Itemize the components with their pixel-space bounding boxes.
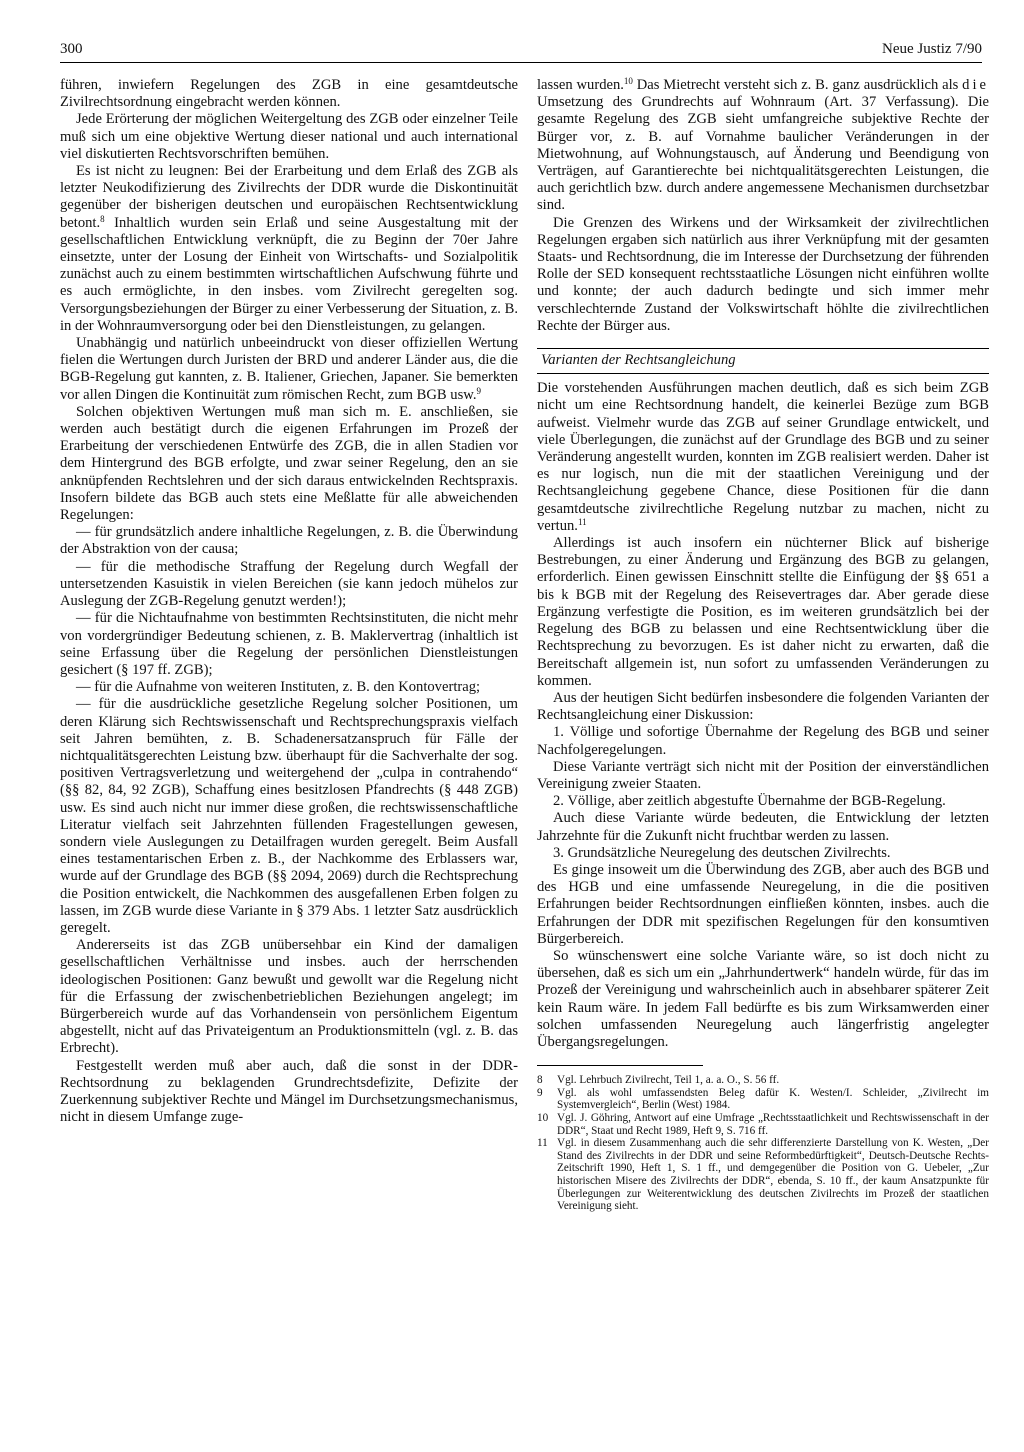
footnote-text: Vgl. als wohl umfassendsten Beleg dafür K. Westen/I. Schleider, „Zivilrecht im Systemvergleich“, Berlin (West) 1984. — [557, 1086, 989, 1112]
footnote-ref[interactable]: 9 — [476, 385, 482, 396]
paragraph: Auch diese Variante würde bedeuten, die Entwicklung der letzten Jahrzehnte für die Zukunft nicht fruchtbar werden zu lassen. — [537, 810, 989, 844]
footnote-text: Vgl. Lehrbuch Zivilrecht, Teil 1, a. a. O., S. 56 ff. — [557, 1074, 780, 1087]
paragraph: Diese Variante verträgt sich nicht mit der Position der einverständlichen Vereinigung zweier Staaten. — [537, 758, 989, 792]
list-item: — für grundsätzlich andere inhaltliche Regelungen, z. B. die Überwindung der Abstraktion von der causa; — [60, 524, 518, 558]
spaced-emphasis: die — [962, 77, 990, 93]
paragraph: Andererseits ist das ZGB unübersehbar ein Kind der damaligen gesellschaftlichen Verhältnisse und insbes. auch der herrschenden ideologischen Positionen: Ganz bewußt und gewollt war die Regelung nicht für die Erfassung der zwischenbetrieblichen Beziehungen angelegt; im Bürgerbereich wurde auf das Vorhandensein von persönlichem Eigentum abgestellt, nicht auf das Privateigentum an Produktionsmitteln (vgl. z. B. das Erbrecht). — [60, 937, 518, 1057]
paragraph: Allerdings ist auch insofern ein nüchterner Blick auf bisherige Bestrebungen, zu einer Änderung und Ergänzung des BGB zu gelangen, erforderlich. Einen gewissen Einschnitt stellte die Einfügung der §§ 651 a bis k BGB mit der Regelung des Reisevertrages dar. Aber gerade diese Ergänzung verfestigte die Position, es im weiteren grundsätzlich bei der Regelung des BGB zu belassen und eine Rechtsentwicklung über die Rechtsprechung zu bevorzugen. Es ist daher nicht zu erwarten, daß die Bereitschaft allgemein ist, nun sofort zu umfassenden Veränderungen zu kommen. — [537, 535, 989, 689]
header-rule — [60, 62, 982, 63]
list-item: — für die Aufnahme von weiteren Instituten, z. B. den Kontovertrag; — [76, 679, 481, 696]
paragraph: Es ist nicht zu leugnen: Bei der Erarbeitung und dem Erlaß des ZGB als letzter Neukodifizierung des Zivilrechts der DDR wurde die Diskontinuität gegenüber der bisherigen deutschen und europäischen Rechtsentwicklung betont.$^8$ Inhaltlich wurden sein Erlaß und seine Ausgestaltung mit der gesellschaftlichen Entwicklung verknüpft, die zu Beginn der 70er Jahre einsetzte, unter der Losung der Einheit von Wirtschafts- und Sozialpolitik zunächst auch zu einem bestimmten wirtschaftlichen Aufschwung führte und es auch ermöglichte, in den insbes. vom Zivilrecht geregelten sog. Versorgungsbeziehungen der Bürger zu einer Verbesserung der Situation, z. B. in der Wohnraumversorgung oder bei den Dienstleistungen, zu gelangen. — [60, 163, 518, 334]
paragraph: Solchen objektiven Wertungen muß man sich m. E. anschließen, sie werden auch bestätigt durch die eigenen Erfahrungen im Prozeß der Erarbeitung der verschiedenen Entwürfe des ZGB, die in allen Stadien vor dem Hintergrund des BGB erfolgte, und zwar seiner Regelung, den an sie anknüpfenden Rechtslehren und der sich daraus entwickelnden Rechtspraxis. Insofern bildete das BGB auch stets eine Meßlatte für alle abweichenden Regelungen: — [60, 403, 518, 524]
paragraph: Es ginge insoweit um die Überwindung des ZGB, aber auch des BGB und des HGB und eine umfassende Neuregelung, in die die positiven Erfahrungen beider Rechtsordnungen einfließen könnten, insbes. auch die Erfahrungen der DDR mit spezifischen Regelungen für den konsumtiven Bürgerbereich. — [537, 861, 989, 947]
footnote-number: 8 — [537, 1074, 543, 1087]
footnote-number: 9 — [537, 1086, 543, 1099]
paragraph: Unabhängig und natürlich unbeeindruckt von dieser offiziellen Wertung fielen die Wertungen durch Juristen der BRD und anderer Länder aus, die die BGB-Regelung gut kannten, z. B. Italiener, Griechen, Japaner. Sie bemerkten vor allen Dingen die Kontinuität zum römischen Recht, zum BGB usw.$^9$ — [60, 335, 518, 403]
footnotes — [537, 1074, 989, 1213]
footnote-text: Vgl. in diesem Zusammenhang auch die sehr differenzierte Darstellung von K. Westen, „Der Stand des Zivilrechts in der DDR und seine Reformbedürftigkeit“, Deutsch-Deutsche Rechts-Zeitschrift 1990, Heft 1, S. 1 ff., und demgegenüber die Position von G. Uebeler, „Zur historischen Misere des Zivilrechts der DDR“, ebenda, S. 10 ff., der kaum Ansatzpunkte für Überlegungen zur Weiterentwicklung des deutschen Zivilrechts im Prozeß der staatlichen Vereinigung sieht. — [557, 1137, 989, 1213]
paragraph: So wünschenswert eine solche Variante wäre, so ist doch nicht zu übersehen, daß es sich um ein „Jahrhundertwerk“ handeln würde, für das im Prozeß der Vereinigung und wahrscheinlich auch in absehbarer späterer Zeit kein Raum wäre. In jedem Fall bedürfte es bis zum Wirksamwerden einer solchen umfassenden Neuregelung auch längerfristig angelegter Übergangsregelungen. — [537, 947, 989, 1050]
footnote-ref[interactable]: 8 — [100, 213, 105, 224]
paragraph: Aus der heutigen Sicht bedürfen insbesondere die folgenden Varianten der Rechtsangleichung einer Diskussion: — [537, 689, 989, 724]
paragraph: Die Grenzen des Wirkens und der Wirksamkeit der zivilrechtlichen Regelungen ergaben sich natürlich aus ihrer Verknüpfung mit der gesamten Staats- und Rechtsordnung, die im Interesse der Durchsetzung der führenden Rolle der SED konsequent rechtsstaatliche Lösungen nicht einführen wollte und konnte; der auch dadurch bedingte und sich immer mehr verschlechternde Zustand der Volkswirtschaft höhlte die zivilrechtlichen Rechte der Bürger aus. — [537, 214, 989, 334]
footnote-rule — [537, 1065, 703, 1066]
footnote-ref[interactable]: 10 — [623, 76, 633, 86]
paragraph: Die vorstehenden Ausführungen machen deutlich, daß es sich beim ZGB nicht um eine Rechtsordnung handelt, die keinerlei Bezüge zum BGB aufweist. Vielmehr wurde das ZGB auf seiner Grundlage entwickelt, und viele Überlegungen, die zunächst auf der Grundlage des BGB und zu seiner Veränderung angestellt wurden, konnten im ZGB realisiert werden. Daher ist es nur logisch, nun die mit der staatlichen Vereinigung und der Rechtsangleichung gegebene Chance, diese Positionen für die dann gesamtdeutsche zivilrechtliche Regelung nutzbar zu machen, nicht zu vertun.$^{11}$ — [537, 380, 989, 534]
paragraph: Jede Erörterung der möglichen Weitergeltung des ZGB oder einzelner Teile muß sich um eine objektive Wertung dieser national und auch international viel diskutierten Rechtsvorschriften bemühen. — [60, 111, 518, 162]
list-item: — für die Nichtaufnahme von bestimmten Rechtsinstituten, die nicht mehr von vordergründiger Bedeutung schienen, z. B. Maklervertrag (inhaltlich ist seine Erfassung über die Regelung der persönlichen Dienstleistungen gesichert (§ 197 ff. ZGB); — [60, 610, 518, 678]
paragraph: führen, inwiefern Regelungen des ZGB in eine gesamtdeutsche Zivilrechtsordnung eingebracht werden können. — [60, 77, 518, 111]
section-rule — [537, 373, 989, 374]
left-column — [60, 77, 518, 1126]
variant-item: 2. Völlige, aber zeitlich abgestufte Übernahme der BGB-Regelung. — [553, 793, 946, 810]
paragraph: Festgestellt werden muß aber auch, daß die sonst in der DDR-Rechtsordnung zu beklagenden Grundrechtsdefizite, Defizite der Zuerkennung subjektiver Rechte und Mängel im Durchsetzungsmechanismus, nicht in diesem Umfange zuge- — [60, 1057, 518, 1126]
page-number: 300 — [60, 41, 83, 57]
footnote-number: 11 — [537, 1137, 548, 1150]
list-item: — für die ausdrückliche gesetzliche Regelung solcher Positionen, um deren Klärung sich Rechtswissenschaft und Rechtsprechungspraxis vielfach seit Jahren bemühten, z. B. Schadenersatzanspruch für Fälle der nichtqualitätsgerechten Leistung bzw. überhaupt für die Sachverhalte der sog. positiven Vertragsverletzung und weitergehend der „culpa in contrahendo“ (§§ 82, 84, 92 ZGB), Schaffung eines besitzlosen Pfandrechts (§ 448 ZGB) usw. Es sind auch nicht nur immer diese großen, die rechtswissenschaftliche Literatur vielfach seit Jahrzehnten füllenden Fragestellungen gewesen, sondern viele Auslegungen zu Detailfragen wurden geregelt. Beim Ausfall eines testamentarischen Erben z. B., der Nachkomme des Erblassers war, wurde auf der Grundlage des BGB (§§ 2094, 2069) durch die Rechtsprechung die Position entwickelt, die Nachkommen des ausgefallenen Erben folgen zu lassen, im ZGB wurde diese Variante in § 379 Abs. 1 letzter Satz ausdrücklich geregelt. — [60, 696, 518, 936]
footnote — [537, 1137, 989, 1213]
footnote-number: 10 — [537, 1111, 549, 1124]
footnote-ref[interactable]: 11 — [577, 516, 587, 527]
footnote — [537, 1087, 989, 1112]
footnote-text: Vgl. J. Göhring, Antwort auf eine Umfrage „Rechtsstaatlichkeit und Rechtswissenschaft in der DDR“, Staat und Recht 1989, Heft 9, S. 716 ff. — [557, 1111, 989, 1137]
list-item: — für die methodische Straffung der Regelung durch Wegfall der untersetzenden Kasuistik in vielen Bereichen (sie kann jedoch mühelos zur Auslegung der ZGB-Regelung genutzt werden!); — [60, 558, 518, 610]
footnote — [537, 1112, 989, 1137]
variant-item: 1. Völlige und sofortige Übernahme der Regelung des BGB und seiner Nachfolgeregelungen. — [537, 724, 989, 758]
journal-title: Neue Justiz 7/90 — [882, 41, 982, 57]
footnote — [537, 1074, 989, 1087]
right-column — [537, 77, 989, 1213]
paragraph: lassen wurden.$^{10}$ Das Mietrecht versteht sich z. B. ganz ausdrücklich als die Umsetzung des Grundrechts auf Wohnraum (Art. 37 Verfassung). Die gesamte Regelung des ZGB sieht umfangreiche subjektive Rechte der Bürger vor, z. B. auf Vornahme baulicher Veränderungen in der Mietwohnung, auf Wohnungstausch, auf Änderung und Beendigung von Verträgen, auf Garantierechte bei nichtqualitätsgerechten Leistungen, die auch gerichtlich bzw. durch andere angemessene Mechanismen durchsetzbar sind. — [537, 76, 990, 214]
variant-item: 3. Grundsätzliche Neuregelung des deutschen Zivilrechts. — [553, 844, 891, 861]
section-heading: Varianten der Rechtsangleichung — [541, 352, 736, 369]
